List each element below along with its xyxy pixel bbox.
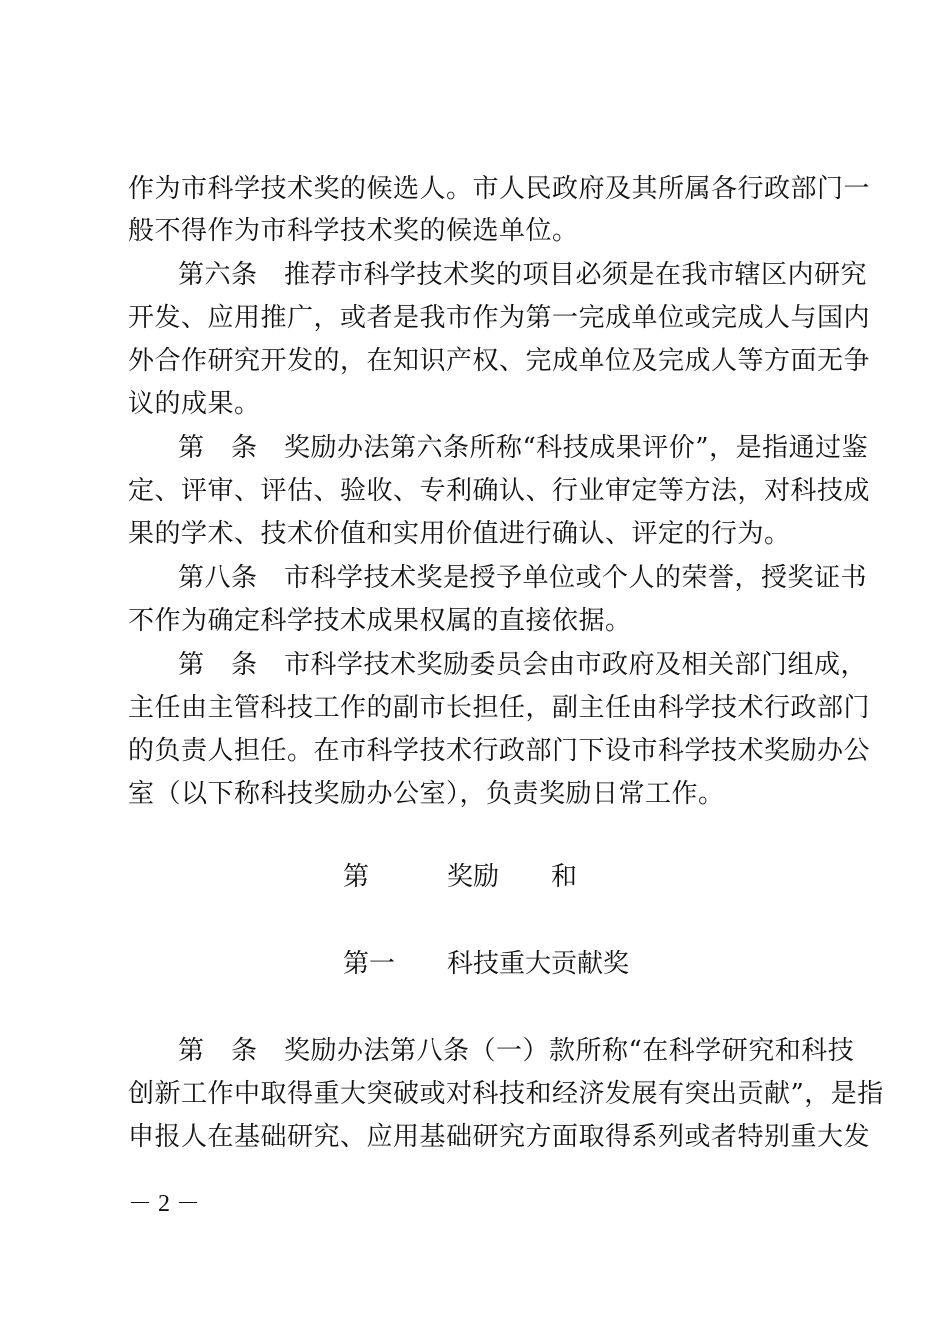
paragraph-line: 主任由主管科技工作的副市长担任，副主任由科学技术行政部门 [128, 693, 871, 723]
paragraph-line: 议的成果。 [128, 389, 261, 419]
paragraph-line: 作为市科学技术奖的候选人。市人民政府及其所属各行政部门一 [128, 174, 871, 204]
article-7-line: 第 条 奖励办法第六条所称“科技成果评价”，是指通过鉴 [178, 433, 869, 463]
paragraph-line: 开发、应用推广，或者是我市作为第一完成单位或完成人与国内 [128, 303, 871, 333]
paragraph-line: 般不得作为市科学技术奖的候选单位。 [128, 216, 579, 246]
paragraph-line: 室（以下称科技奖励办公室），负责奖励日常工作。 [128, 779, 725, 809]
paragraph-line: 果的学术、技术价值和实用价值进行确认、评定的行为。 [128, 519, 791, 549]
section-heading: 第一 科技重大贡献奖 [343, 949, 630, 979]
paragraph-line: 的负责人担任。在市科学技术行政部门下设市科学技术奖励办公 [128, 736, 871, 766]
article-9-line: 第 条 市科学技术奖励委员会由市政府及相关部门组成， [178, 650, 868, 680]
paragraph-line: 创新工作中取得重大突破或对科技和经济发展有突出贡献”，是指 [128, 1079, 884, 1109]
article-6-line: 第六条 推荐市科学技术奖的项目必须是在我市辖区内研究 [178, 260, 868, 290]
page-number: － 2 － [128, 1191, 200, 1217]
chapter-heading: 第 奖励 和 [343, 862, 578, 892]
paragraph-line: 不作为确定科学技术成果权属的直接依据。 [128, 606, 632, 636]
article-8-line: 第八条 市科学技术奖是授予单位或个人的荣誉，授奖证书 [178, 563, 868, 593]
paragraph-line: 定、评审、评估、验收、专利确认、行业审定等方法，对科技成 [128, 476, 871, 506]
article-line: 第 条 奖励办法第八条（一）款所称“在科学研究和科技 [178, 1036, 855, 1066]
paragraph-line: 申报人在基础研究、应用基础研究方面取得系列或者特别重大发 [128, 1122, 871, 1152]
paragraph-line: 外合作研究开发的，在知识产权、完成单位及完成人等方面无争 [128, 346, 871, 376]
